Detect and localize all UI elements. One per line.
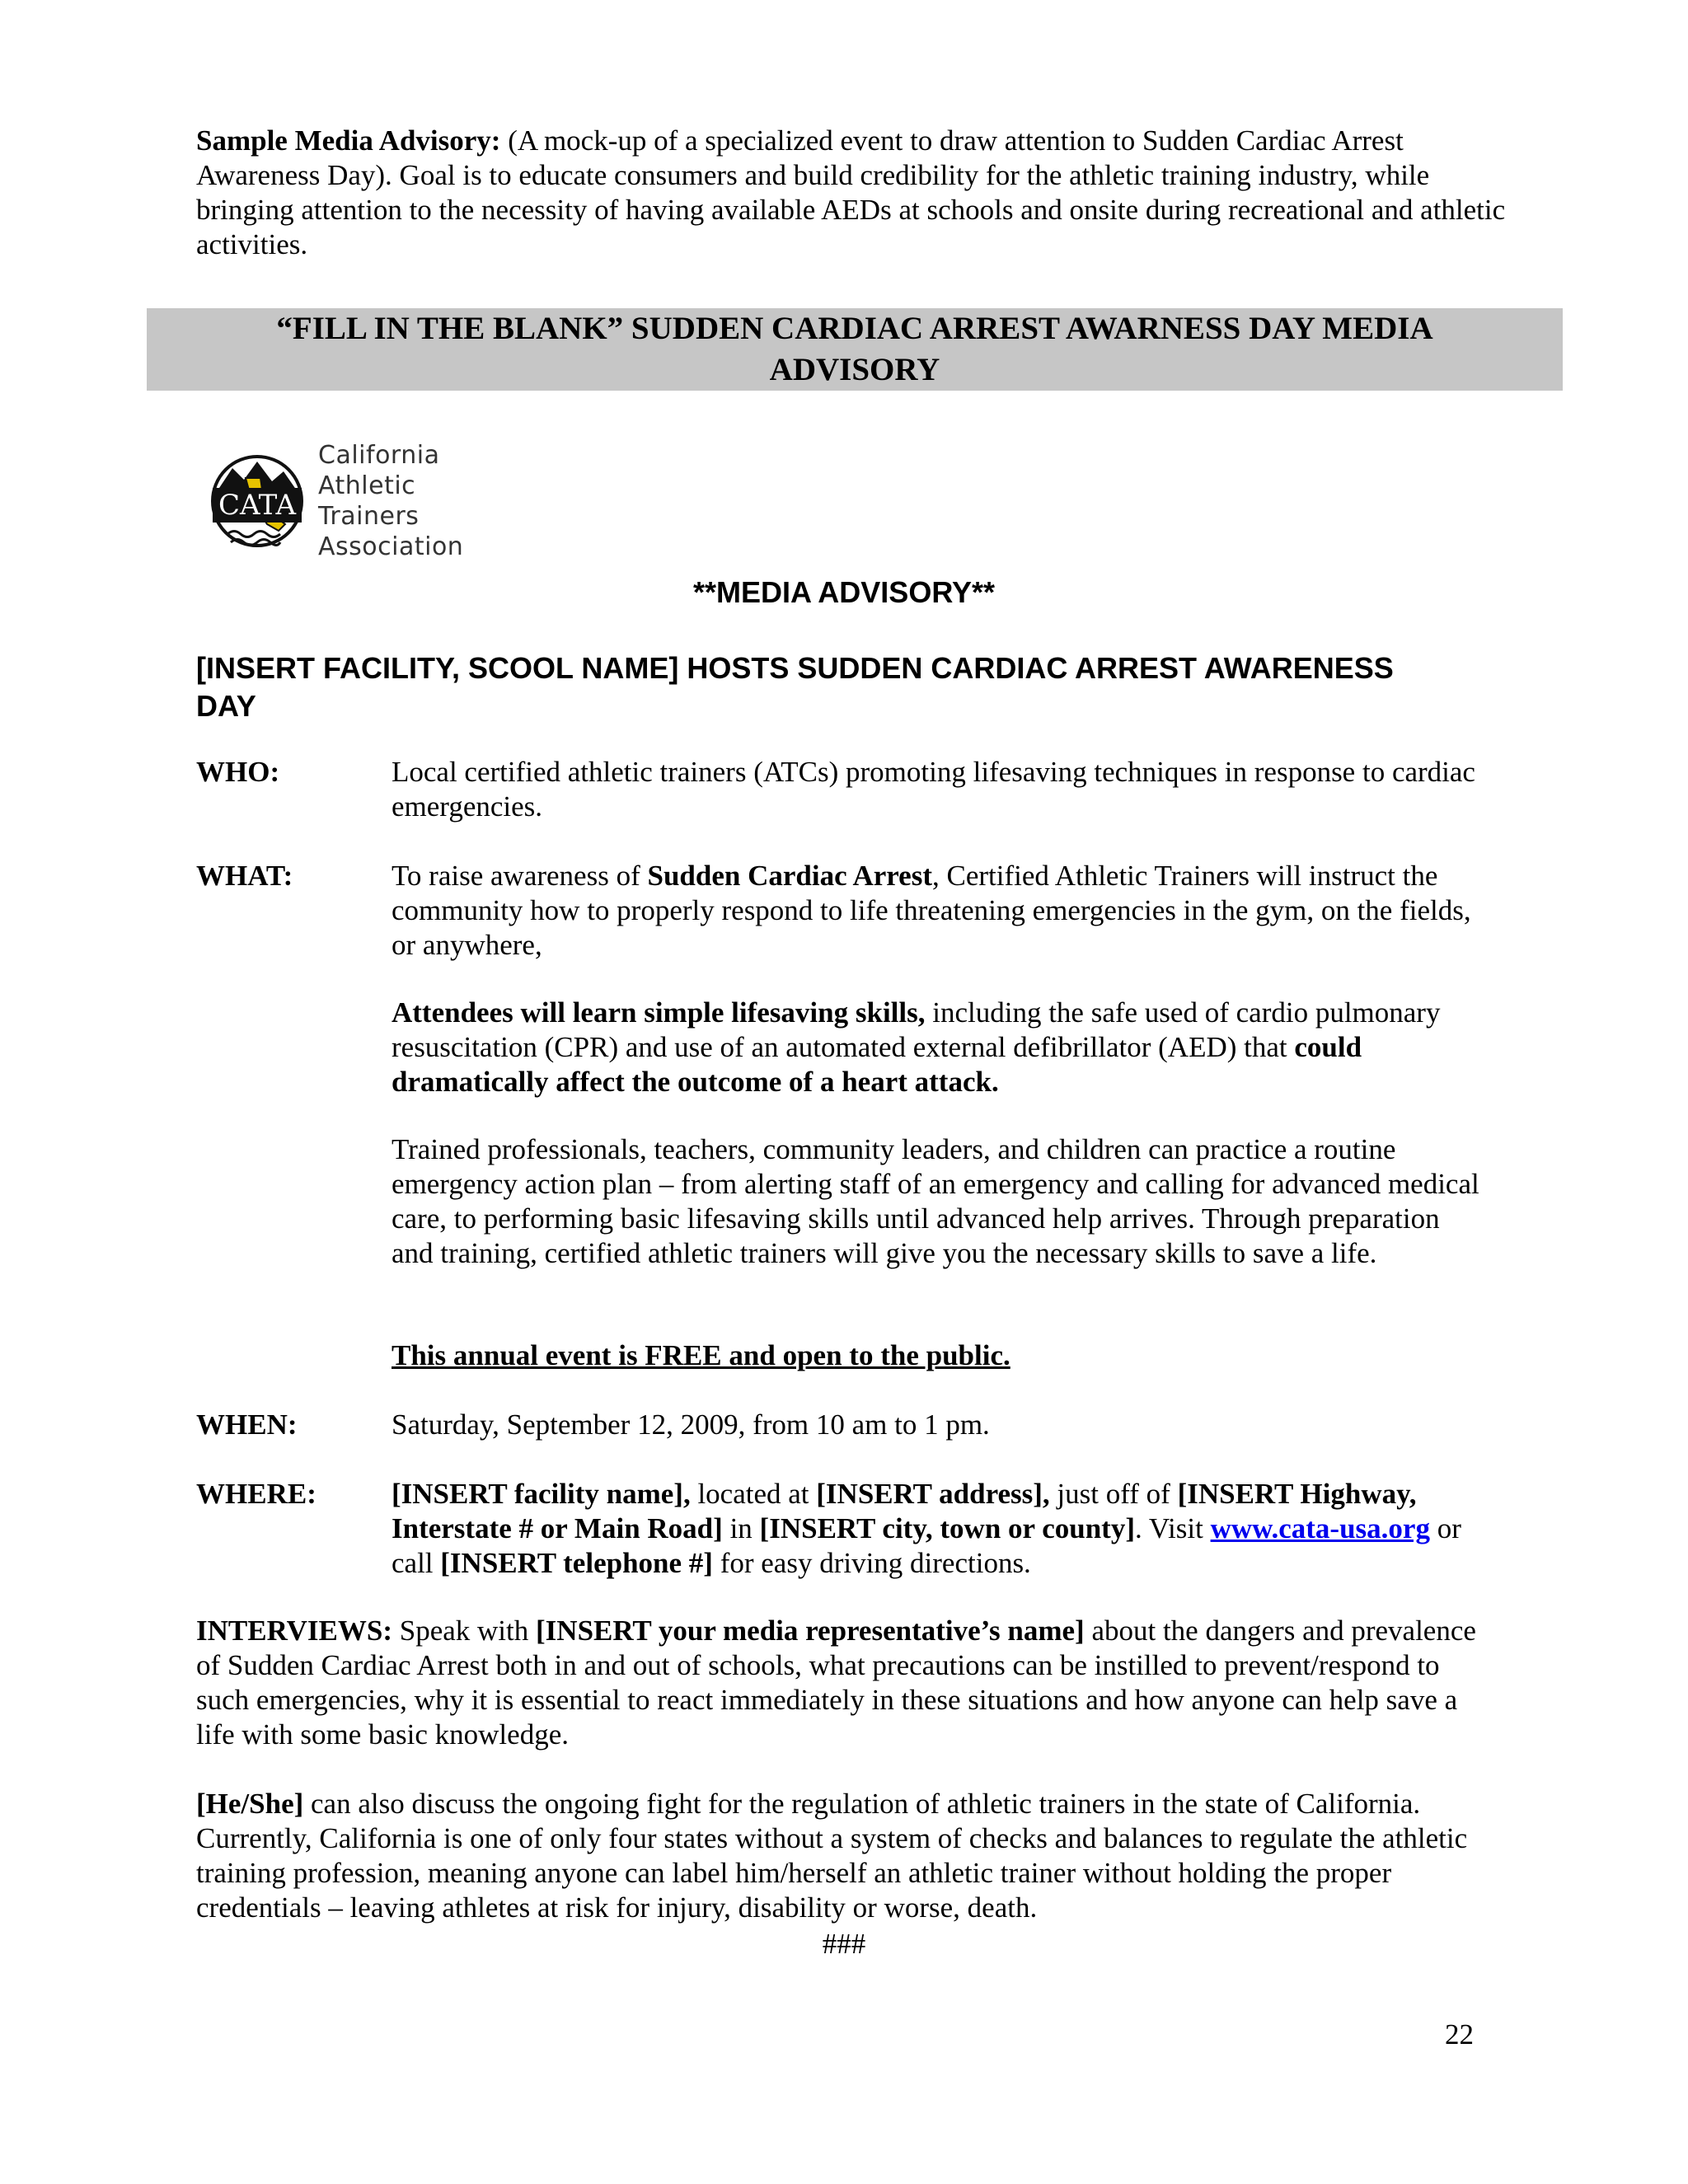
- where-d: just off of: [1049, 1478, 1178, 1510]
- interviews-label: INTERVIEWS:: [196, 1615, 392, 1647]
- when-text: Saturday, September 12, 2009, from 10 am to 1 pm.: [392, 1408, 990, 1441]
- what-p2-c: could dramatically affect the outcome of a heart attack.: [392, 1031, 1362, 1098]
- end-mark: ###: [822, 1928, 866, 1960]
- interviews-paragraph: [196, 1614, 1482, 1752]
- where-j: [INSERT telephone #]: [440, 1547, 713, 1579]
- what-paragraph-1: [392, 859, 1479, 963]
- where-text: [392, 1477, 1479, 1581]
- intro-text: (A mock-up of a specialized event to draw attention to Sudden Cardiac Arrest Awareness Day). Goal is to educate consumers and build credibility for the athletic training industry, while bringing attention to the necessity of having available AEDs at schools and onsite during recreational and athletic activities.: [196, 124, 1506, 260]
- logo-line-2: Athletic: [318, 471, 416, 500]
- where-b: located at: [690, 1478, 817, 1510]
- what-p1-b: Sudden Cardiac Arrest: [647, 860, 932, 892]
- where-f: in: [722, 1512, 760, 1544]
- where-c: [INSERT address],: [816, 1478, 1050, 1510]
- who-text: Local certified athletic trainers (ATCs) promoting lifesaving techniques in response to cardiac emergencies.: [392, 756, 1475, 823]
- where-i: or call: [392, 1512, 1461, 1579]
- where-h: . Visit: [1134, 1512, 1211, 1544]
- logo-wordmark: [318, 440, 463, 562]
- banner-line-1: “FILL IN THE BLANK” SUDDEN CARDIAC ARREST AWARNESS DAY MEDIA: [276, 311, 1433, 346]
- media-advisory-title: **MEDIA ADVISORY**: [692, 575, 996, 609]
- logo-badge-text: CATA: [218, 489, 297, 522]
- closing-a: [He/She]: [196, 1788, 304, 1820]
- closing-paragraph: [196, 1787, 1482, 1925]
- who-label: WHO:: [196, 756, 280, 788]
- website-link[interactable]: www.cata-usa.org: [1210, 1512, 1430, 1544]
- when-label: WHEN:: [196, 1408, 298, 1441]
- logo-line-1: California: [318, 441, 440, 470]
- intro-paragraph: [196, 124, 1531, 262]
- logo-line-4: Association: [318, 532, 464, 561]
- where-a: [INSERT facility name],: [392, 1478, 691, 1510]
- interviews-c: about the dangers and prevalence of Sudden Cardiac Arrest both in and out of schools, what precautions can be instilled to prevent/respond to such emergencies, why it is essential to react immediately in these situations and how anyone can help save a life with some basic knowledge.: [196, 1615, 1476, 1750]
- intro-lead: Sample Media Advisory:: [196, 124, 501, 157]
- advisory-headline: [INSERT FACILITY, SCOOL NAME] HOSTS SUDDEN CARDIAC ARREST AWARENESS DAY: [196, 651, 1394, 723]
- where-e: [INSERT Highway, Interstate # or Main Road]: [392, 1478, 1417, 1544]
- where-label: WHERE:: [196, 1478, 316, 1510]
- logo-line-3: Trainers: [318, 502, 420, 531]
- what-paragraph-3: Trained professionals, teachers, community leaders, and children can practice a routine emergency action plan – from alerting staff of an emergency and calling for advanced medical care, to performing basic lifesaving skills until advanced help arrives. Through preparation and training, certified athletic trainers will give you the necessary skills to save a life.: [392, 1133, 1479, 1269]
- where-k: for easy driving directions.: [712, 1547, 1031, 1579]
- what-p2-a: Attendees will learn simple lifesaving skills,: [392, 996, 926, 1029]
- page-number: 22: [1445, 2018, 1474, 2050]
- what-p2-b: including the safe used of cardio pulmonary resuscitation (CPR) and use of an automated external defibrillator (AED) that: [392, 996, 1441, 1063]
- where-g: [INSERT city, town or county]: [759, 1512, 1135, 1544]
- what-p1-c: , Certified Athletic Trainers will instruct the community how to properly respond to life threatening emergencies in the gym, on the fields, or anywhere,: [392, 860, 1471, 961]
- what-paragraph-2: [392, 996, 1479, 1099]
- title-banner: [147, 308, 1563, 391]
- what-p1-a: To raise awareness of: [392, 860, 648, 892]
- what-label: WHAT:: [196, 860, 293, 892]
- free-event-notice: This annual event is FREE and open to the public.: [392, 1339, 1010, 1371]
- banner-line-2: ADVISORY: [769, 352, 940, 387]
- interviews-b: [INSERT your media representative’s name]: [536, 1615, 1085, 1647]
- interviews-a: Speak with: [392, 1615, 537, 1647]
- closing-b: can also discuss the ongoing fight for the regulation of athletic trainers in the state of California. Currently, California is one of only four states without a system of checks and balances to regulate the athletic training profession, meaning anyone can label him/herself an athletic trainer without holding the proper credentials – leaving athletes at risk for injury, disability or worse, death.: [196, 1788, 1468, 1924]
